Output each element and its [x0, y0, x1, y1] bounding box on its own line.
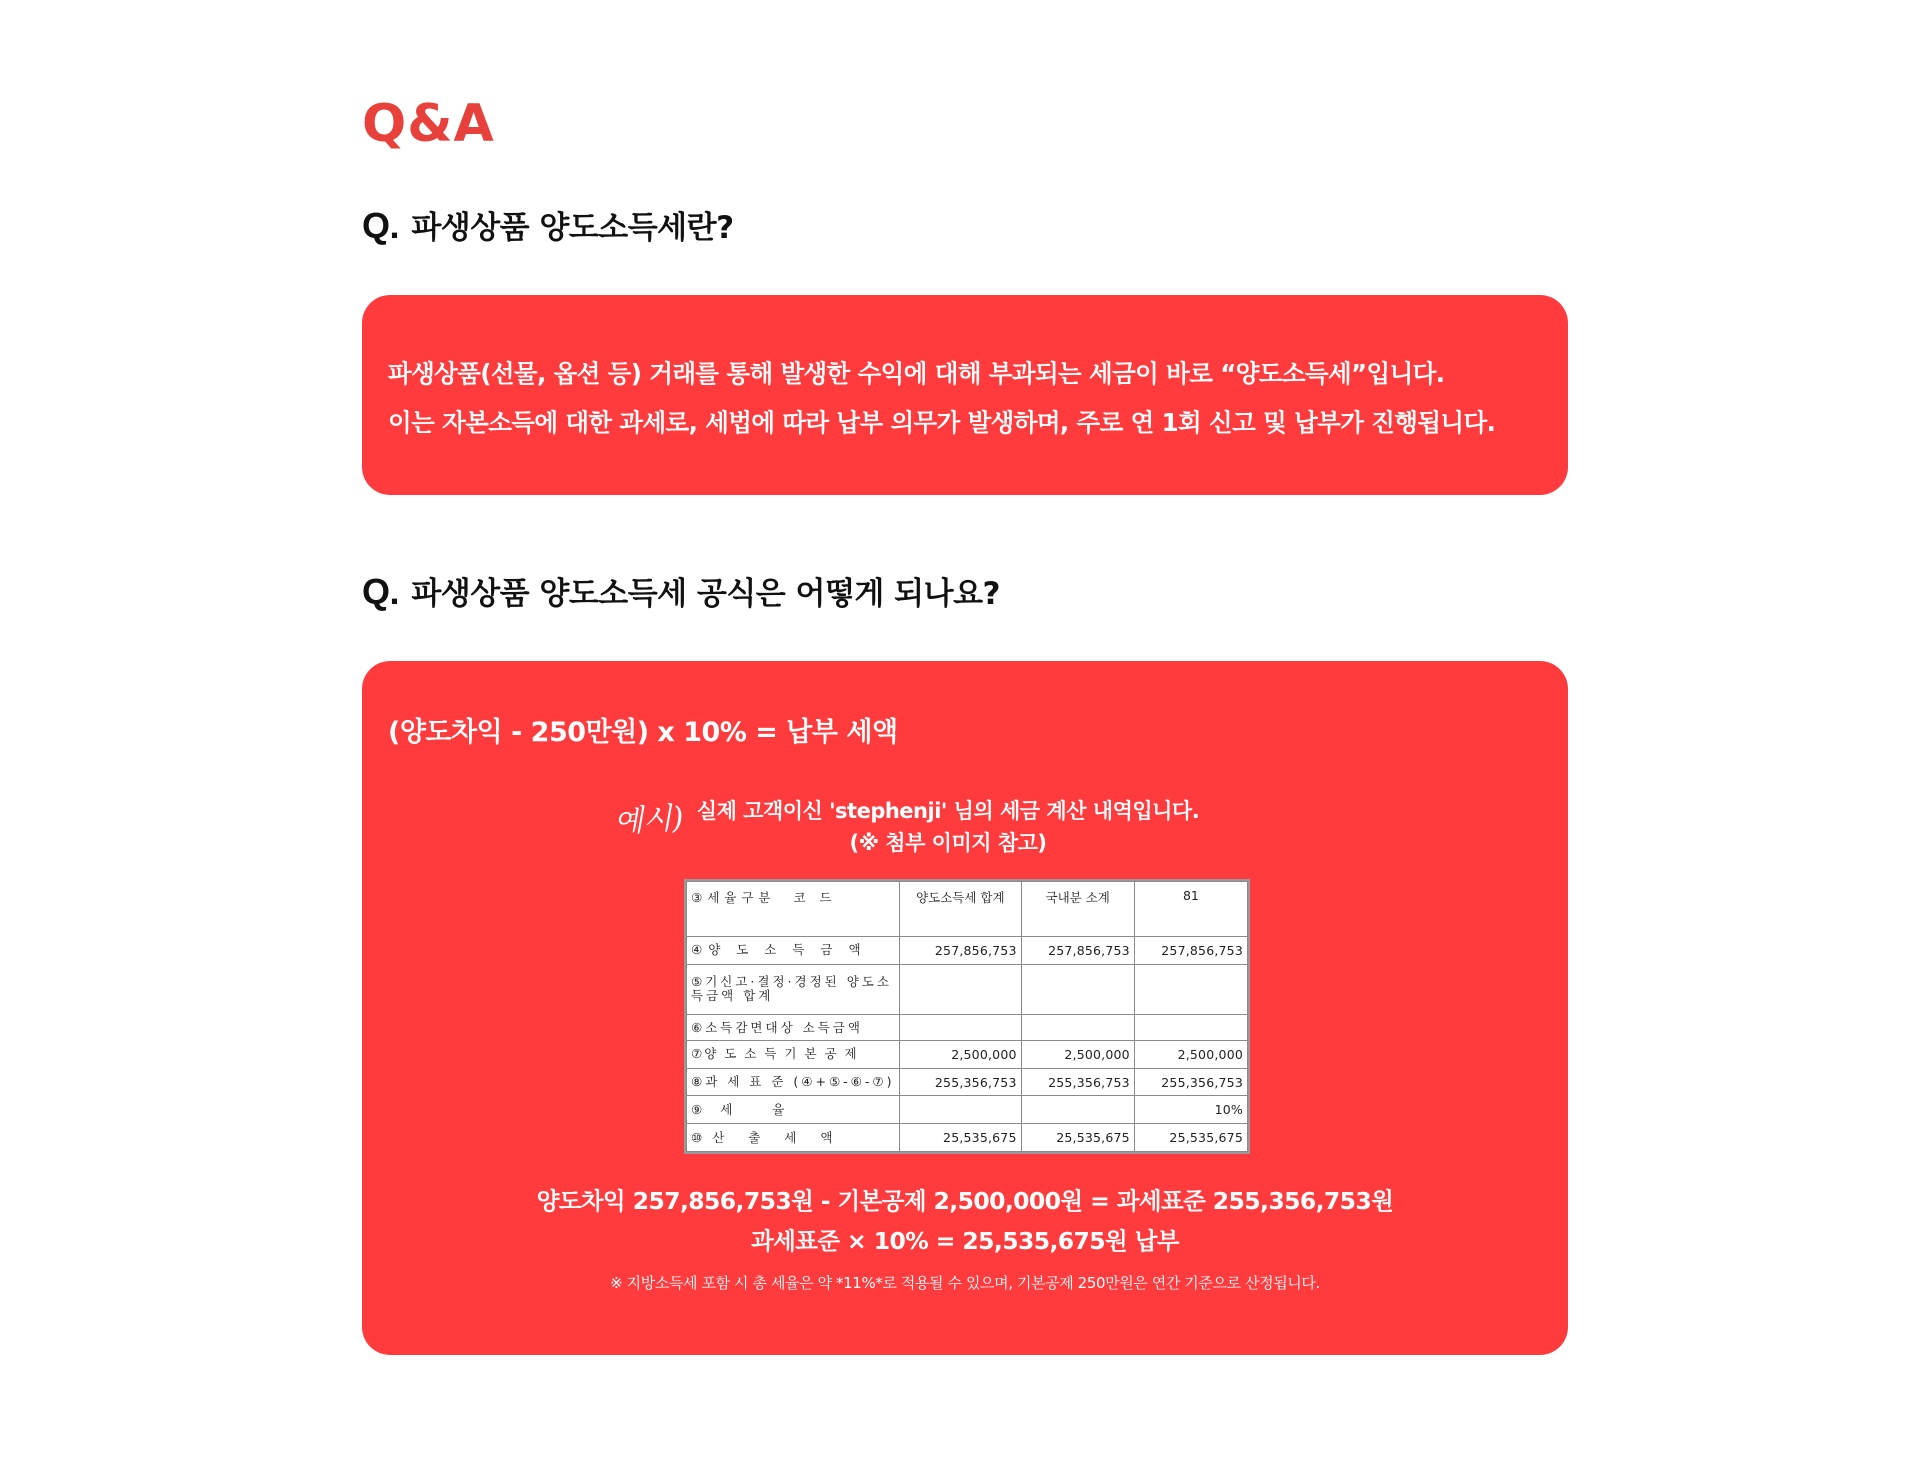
table-row	[687, 937, 1248, 965]
tax-formula: (양도차익 - 250만원) x 10% = 납부 세액	[388, 717, 898, 748]
table-row-label: ④양 도 소 득 금 액	[687, 937, 900, 965]
table-cell: 257,856,753	[1134, 937, 1247, 965]
table-cell: 257,856,753	[1021, 937, 1134, 965]
table-row	[687, 964, 1248, 1014]
question-text: 파생상품 양도소득세 공식은 어떻게 되나요?	[411, 576, 1000, 612]
table-cell	[1021, 964, 1134, 1014]
header-label-text: ③세율구분	[691, 890, 776, 905]
table-row-label: ⑧과 세 표 준 (④+⑤-⑥-⑦)	[687, 1068, 900, 1096]
example-caption-line: 실제 고객이신 'stephenji' 님의 세금 계산 내역입니다.	[696, 799, 1200, 823]
answer-line: 파생상품(선물, 옵션 등) 거래를 통해 발생한 수익에 대해 부과되는 세금이 바로 “양도소득세”입니다.	[388, 359, 1445, 388]
calculation-summary-line: 양도차익 257,856,753원 - 기본공제 2,500,000원 = 과세표준 255,356,753원	[536, 1187, 1394, 1215]
example-caption	[678, 795, 1218, 859]
table-row	[687, 1015, 1248, 1041]
table-row-label: ⑦양 도 소 득 기 본 공 제	[687, 1041, 900, 1069]
table-cell: 2,500,000	[1021, 1041, 1134, 1069]
table-cell: 2,500,000	[900, 1041, 1022, 1069]
table-cell	[900, 1015, 1022, 1041]
tax-statement-image	[684, 879, 1250, 1154]
table-cell	[1134, 964, 1247, 1014]
table-row-label: ⑤기신고·결정·경정된 양도소득금액 합계	[687, 964, 900, 1014]
table-cell: 25,535,675	[1021, 1124, 1134, 1152]
example-caption-line: (※ 첨부 이미지 참고)	[849, 831, 1047, 855]
table-header-col2: 국내분 소계	[1021, 882, 1134, 937]
table-cell: 25,535,675	[900, 1124, 1022, 1152]
table-header-col1: 양도소득세 합계	[900, 882, 1022, 937]
table-cell: 257,856,753	[900, 937, 1022, 965]
table-row-label: ⑨세 율	[687, 1096, 900, 1124]
question-title-1	[362, 204, 734, 250]
table-row	[687, 1096, 1248, 1124]
table-row	[687, 1041, 1248, 1069]
table-cell	[1021, 1015, 1134, 1041]
question-marker: Q.	[362, 571, 400, 612]
table-cell: 2,500,000	[1134, 1041, 1247, 1069]
question-title-2	[362, 570, 1000, 616]
footnote: ※ 지방소득세 포함 시 총 세율은 약 *11%*로 적용될 수 있으며, 기본공제 250만원은 연간 기준으로 산정됩니다.	[610, 1274, 1320, 1292]
table-cell: 255,356,753	[900, 1068, 1022, 1096]
calculation-summary-line: 과세표준 × 10% = 25,535,675원 납부	[751, 1227, 1179, 1255]
table-cell	[1021, 1096, 1134, 1124]
table-cell: 255,356,753	[1021, 1068, 1134, 1096]
table-cell: 10%	[1134, 1096, 1247, 1124]
table-row	[687, 1124, 1248, 1152]
question-marker: Q.	[362, 205, 400, 246]
table-header-row	[687, 882, 1248, 937]
table-cell: 255,356,753	[1134, 1068, 1247, 1096]
answer-card-2	[362, 661, 1568, 1355]
table-row-label: ⑩산 출 세 액	[687, 1124, 900, 1152]
table-cell	[900, 964, 1022, 1014]
table-header-label	[687, 882, 900, 937]
answer-line: 이는 자본소득에 대한 과세로, 세법에 따라 납부 의무가 발생하며, 주로 연 1회 신고 및 납부가 진행됩니다.	[388, 408, 1496, 437]
header-code-text: 코 드	[793, 890, 837, 905]
question-text: 파생상품 양도소득세란?	[411, 210, 734, 246]
table-header-col3: 81	[1134, 882, 1247, 937]
example-handwritten-mark: 예시)	[612, 800, 685, 841]
answer-card-1	[362, 295, 1568, 495]
tax-statement-table	[686, 881, 1248, 1152]
table-row-label: ⑥소득감면대상 소득금액	[687, 1015, 900, 1041]
qa-heading: Q&A	[362, 94, 495, 154]
table-cell: 25,535,675	[1134, 1124, 1247, 1152]
table-cell	[900, 1096, 1022, 1124]
table-row	[687, 1068, 1248, 1096]
table-cell	[1134, 1015, 1247, 1041]
